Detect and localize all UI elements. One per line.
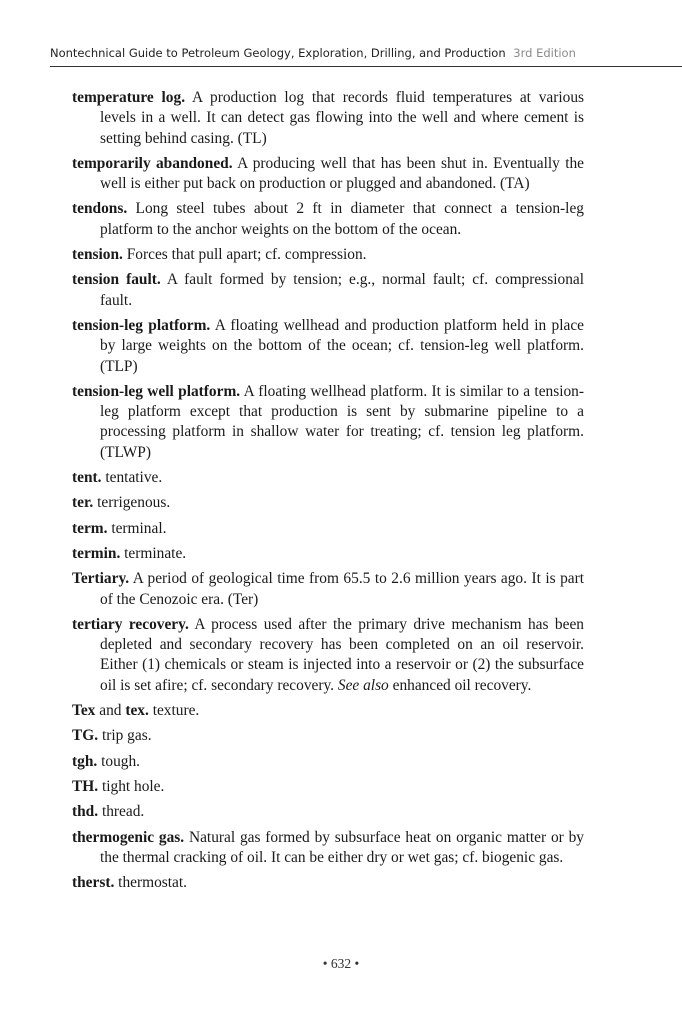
entry-term: temporarily abandoned.: [72, 154, 233, 172]
entry-definition: tight hole.: [101, 777, 165, 795]
entry-definition: thermostat.: [118, 874, 187, 892]
entry-term: tgh.: [72, 752, 98, 770]
entry-definition: texture.: [152, 702, 200, 720]
entry-definition: terminal.: [111, 519, 167, 537]
glossary-entry: [72, 382, 584, 463]
entry-term: tertiary recovery.: [72, 615, 189, 633]
entry-term: Tertiary.: [72, 570, 130, 588]
glossary-entry: [72, 615, 584, 696]
glossary-entry: [72, 493, 584, 513]
glossary-entry: [72, 569, 584, 610]
entry-term: TH.: [72, 777, 99, 795]
glossary-entry: [72, 828, 584, 869]
entry-definition: trip gas.: [101, 727, 152, 745]
running-head-title: Nontechnical Guide to Petroleum Geology, Exploration, Drilling, and Production: [50, 46, 506, 60]
glossary-entry: [72, 245, 584, 265]
entry-term: termin.: [72, 544, 121, 562]
entry-definition: A process used after the primary drive mechanism has been depleted and secondary recovery has been completed on an oil reservoir. Either (1) chemicals or steam is injected into a reservoir or (2) the subsurface oil is set afire; cf. secondary recovery.: [100, 615, 584, 694]
glossary-entry: [72, 726, 584, 746]
entry-definition: A floating wellhead and production platform held in place by large weights on the bottom of the ocean; cf. tension-leg well platform. (TLP): [100, 316, 584, 375]
glossary-entry: [72, 88, 584, 149]
entry-definition: A period of geological time from 65.5 to 2.6 million years ago. It is part of the Cenozoic era. (Ter): [100, 570, 585, 608]
entry-term: tension.: [72, 246, 123, 264]
entry-term: TG.: [72, 727, 99, 745]
entry-term: tendons.: [72, 200, 128, 218]
entry-term: Tex: [72, 702, 96, 720]
glossary-entry: [72, 777, 584, 797]
glossary-entries: [72, 88, 584, 898]
glossary-entry: [72, 752, 584, 772]
entry-term: ter.: [72, 494, 94, 512]
entry-term: therst.: [72, 874, 115, 892]
entry-joiner: and: [99, 702, 122, 720]
entry-definition: terrigenous.: [97, 494, 171, 512]
glossary-entry: [72, 519, 584, 539]
glossary-entry: [72, 199, 584, 240]
entry-term: tension-leg platform.: [72, 316, 211, 334]
entry-term: term.: [72, 519, 108, 537]
entry-term-alternate: tex.: [125, 702, 149, 720]
entry-definition: thread.: [101, 803, 145, 821]
entry-definition: tough.: [101, 752, 140, 770]
glossary-entry: [72, 544, 584, 564]
glossary-entry: [72, 873, 584, 893]
entry-definition: A production log that records fluid temperatures at various levels in a well. It can detect gas flowing into the well and where cement is setting behind casing. (TL): [100, 89, 585, 147]
entry-term: tension-leg well platform.: [72, 382, 241, 400]
entry-definition: terminate.: [124, 544, 187, 562]
entry-definition: A floating wellhead platform. It is similar to a tension-leg platform except that production is sent by submarine pipeline to a processing platform in shallow water for treating; cf. tension leg platform. (TLWP): [100, 382, 584, 461]
glossary-entry: [72, 701, 584, 721]
running-head-edition: 3rd Edition: [513, 46, 576, 60]
entry-definition: Natural gas formed by subsurface heat on organic matter or by the thermal cracking of oil. It can be either dry or wet gas; cf. biogenic gas.: [100, 828, 585, 866]
entry-term: tent.: [72, 469, 102, 487]
entry-term: thd.: [72, 803, 99, 821]
entry-term: thermogenic gas.: [72, 828, 185, 846]
entry-definition: A producing well that has been shut in. Eventually the well is either put back on production or plugged and abandoned. (TA): [100, 154, 585, 193]
glossary-entry: [72, 316, 584, 377]
entry-definition: tentative.: [105, 469, 163, 487]
entry-definition: Long steel tubes about 2 ft in diameter that connect a tension-leg platform to the anchor weights on the bottom of the ocean.: [100, 200, 584, 238]
glossary-entry: [72, 270, 584, 311]
glossary-entry: [72, 468, 584, 488]
header-rule: [50, 66, 682, 67]
glossary-entry: [72, 802, 584, 822]
entry-see-also-label: See also: [337, 676, 389, 694]
entry-term: temperature log.: [72, 89, 186, 106]
glossary-entry: [72, 154, 584, 195]
entry-term: tension fault.: [72, 271, 161, 289]
running-head: [50, 46, 682, 60]
entry-see-also-target: enhanced oil recovery.: [392, 676, 532, 694]
entry-definition: Forces that pull apart; cf. compression.: [126, 246, 367, 264]
page-number: • 632 •: [322, 956, 360, 971]
entry-definition: A fault formed by tension; e.g., normal fault; cf. compressional fault.: [100, 271, 585, 309]
